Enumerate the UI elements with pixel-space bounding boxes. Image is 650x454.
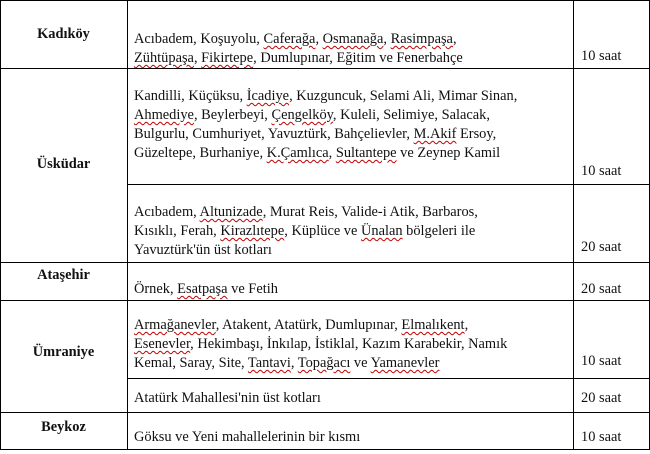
subrow-divider [127,378,650,379]
outage-hours: 20 saat [581,390,622,406]
subrow-divider [127,184,650,185]
row-divider [0,412,650,413]
text-line [134,354,570,373]
text-line [134,49,570,68]
text-segment: , [452,31,457,47]
outage-hours: 10 saat [581,429,622,445]
neighborhood-list [134,428,570,447]
text-segment: Atatürk Mahallesi'nin üst kotları [134,390,321,406]
outage-hours: 10 saat [581,163,622,179]
table-border-left [0,0,1,450]
outage-hours: 20 saat [581,239,622,255]
text-line [134,144,570,163]
text-segment: ve [350,355,371,371]
spellcheck-flagged-word: Caferağa [263,31,316,47]
spellcheck-flagged-word: İcadiye [246,88,290,104]
text-segment: , Beylerbeyi, [193,107,272,123]
spellcheck-flagged-word: Ünalan [361,223,403,239]
district-name: Beykoz [41,419,86,435]
spellcheck-flagged-word: K.Çamlıca [266,145,329,161]
text-segment: , [464,317,469,333]
row-divider [0,262,650,263]
spellcheck-flagged-word: Ahmediye [134,107,194,123]
text-line [134,222,570,241]
neighborhood-list [134,203,570,260]
neighborhood-list [134,30,570,68]
spellcheck-flagged-word: Fikirtepe [201,50,254,66]
text-line [134,316,570,335]
spellcheck-flagged-word: Kirazlıtepe [220,223,285,239]
spellcheck-flagged-word: Zühtüpaşa [134,50,194,66]
text-segment: , Kuleli, Selimiye, Salacak, [332,107,490,123]
text-line [134,106,570,125]
text-line [134,87,570,106]
text-segment: , [193,50,202,66]
text-segment: Yavuztürk'ün üst kotları [134,242,272,258]
spellcheck-flagged-word: Sultantepe [335,145,397,161]
text-segment: , [290,355,298,371]
text-segment: , [328,145,336,161]
outage-hours: 20 saat [581,281,622,297]
text-segment: Ersoy, [456,126,497,142]
text-segment: bölgeleri ile [402,223,476,239]
text-line [134,125,570,144]
district-name: Ataşehir [37,267,90,283]
neighborhood-list [134,280,570,299]
spellcheck-flagged-word: Armağanevler [134,317,216,333]
spellcheck-flagged-word: Çengelköy [271,107,333,123]
text-line [134,280,570,299]
district-name: Kadıköy [37,26,90,42]
neighborhood-list [134,316,570,373]
row-divider [0,68,650,69]
table-border-top [0,0,650,1]
column-divider [127,0,128,450]
text-line [134,389,570,408]
text-segment: , Atakent, Atatürk, Dumlupınar, [215,317,402,333]
text-segment: Kandilli, Küçüksu, [134,88,247,104]
text-segment: Göksu ve Yeni mahallelerinin bir kısmı [134,429,361,445]
table-border-bottom [0,449,650,450]
spellcheck-flagged-word: Altunizade [199,204,263,220]
column-divider [573,0,574,450]
text-segment: , [315,31,323,47]
spellcheck-flagged-word: Rasimpaşa [390,31,453,47]
row-divider [0,300,650,301]
text-line [134,335,570,354]
text-segment: Kemal, Saray, Site, [134,355,248,371]
text-segment: , Dumlupınar, Eğitim ve Fenerbahçe [253,50,463,66]
text-line [134,241,570,260]
district-name: Ümraniye [32,344,95,360]
district-name: Üsküdar [36,156,91,172]
spellcheck-flagged-word: Elmalıkent [401,317,465,333]
text-segment: ve Zeynep Kamil [396,145,501,161]
spellcheck-flagged-word: Tantavi [247,355,291,371]
text-line [134,30,570,49]
text-segment: Kısıklı, Ferah, [134,223,221,239]
text-segment: Güzeltepe, Burhaniye, [134,145,267,161]
spellcheck-flagged-word: Esenevler [134,336,191,352]
text-segment: Bulgurlu, Cumhuriyet, Yavuztürk, Bahçelievler, [134,126,414,142]
text-segment: , Hekimbaşı, İnkılap, İstiklal, Kazım Karabekir, Namık [190,336,508,352]
neighborhood-list [134,87,570,163]
text-segment: Acıbadem, [134,204,200,220]
spellcheck-flagged-word: Esatpaşa [177,281,228,297]
neighborhood-list [134,389,570,408]
spellcheck-flagged-word: M.Akif [413,126,457,142]
text-line [134,203,570,222]
text-segment: , Kuzguncuk, Selami Ali, Mimar Sinan, [289,88,518,104]
text-segment: , [383,31,391,47]
text-segment: , Küplüce ve [284,223,361,239]
outage-hours: 10 saat [581,353,622,369]
text-line [134,428,570,447]
text-segment: , Murat Reis, Valide-i Atik, Barbaros, [262,204,478,220]
text-segment: ve Fetih [227,281,278,297]
text-segment: Acıbadem, Koşuyolu, [134,31,264,47]
spellcheck-flagged-word: Topağacı [297,355,351,371]
spellcheck-flagged-word: Yamanevler [370,355,440,371]
text-segment: Örnek, [134,281,178,297]
spellcheck-flagged-word: Osmanağa [322,31,384,47]
outage-hours: 10 saat [581,48,622,64]
